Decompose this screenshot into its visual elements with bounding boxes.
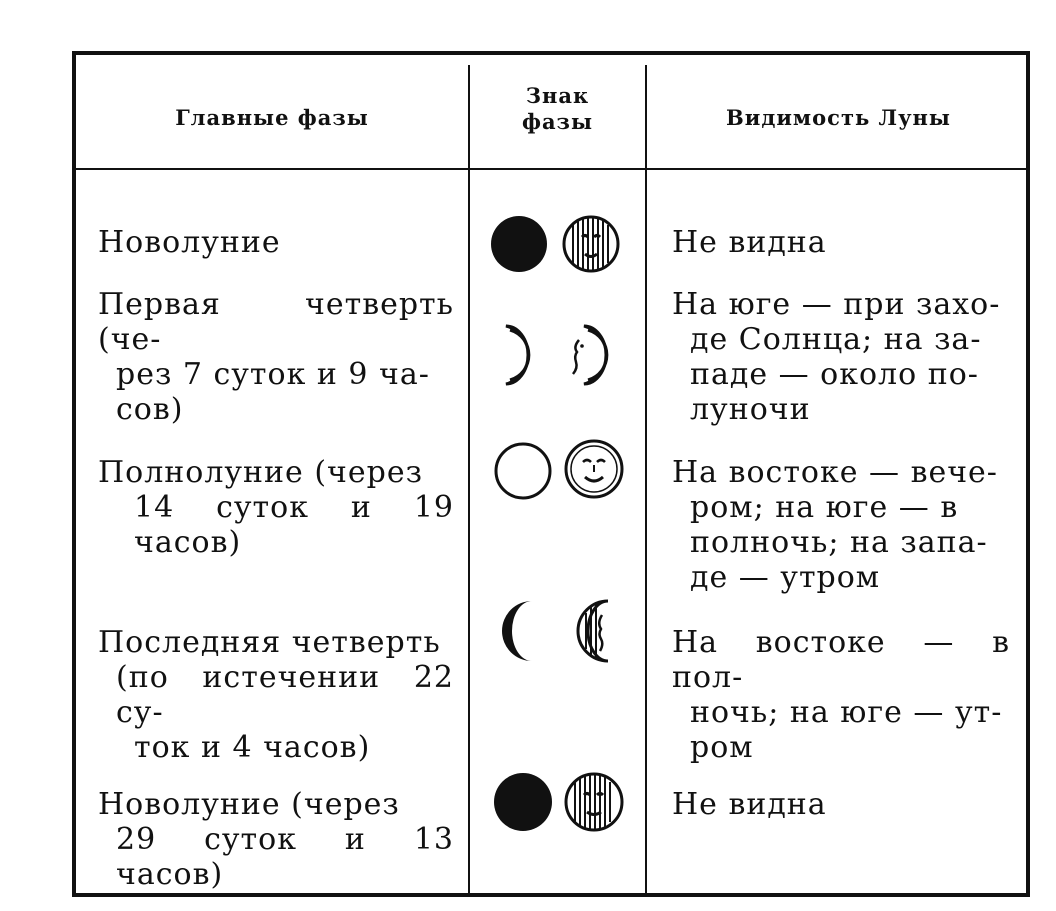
header-phases: Главные фазы [175, 105, 369, 130]
last-quarter-face-icon [578, 601, 608, 661]
new-moon-icon [491, 216, 547, 272]
phase-line: рез 7 суток и 9 ча- [116, 357, 430, 392]
visibility-cell [672, 225, 1010, 260]
new-moon-icon [494, 773, 552, 831]
first-quarter-icon [506, 326, 529, 384]
visibility-line: де — утром [690, 560, 881, 595]
visibility-line: ночь; на юге — ут- [690, 695, 1003, 730]
phase-line: сов) [116, 392, 184, 427]
moon-phases-table [72, 51, 1030, 897]
phase-sign-cell [486, 320, 631, 390]
visibility-line: Не видна [672, 787, 827, 822]
phase-line: (по истечении 22 су- [116, 660, 454, 730]
visibility-line: ром [690, 730, 754, 765]
phase-sign-cell [486, 767, 631, 837]
phase-line: 14 суток и 19 часов) [134, 490, 454, 560]
visibility-line: де Солнца; на за- [690, 322, 982, 357]
column-divider [468, 65, 470, 893]
phase-line: Первая четверть (че- [98, 287, 454, 357]
header-sign-line2: фазы [522, 109, 593, 134]
phase-line: Новолуние [98, 225, 281, 260]
phase-cell [98, 625, 454, 765]
phase-sign-cell [486, 209, 631, 279]
header-sign [470, 83, 645, 135]
phase-cell [98, 225, 454, 260]
phase-line: ток и 4 часов) [134, 730, 371, 765]
phase-cell [98, 455, 454, 560]
column-divider [645, 65, 647, 893]
phase-line: Новолуние (через [98, 787, 400, 822]
visibility-line: На востоке — вече- [672, 455, 998, 490]
visibility-line: Не видна [672, 225, 827, 260]
header-visibility: Видимость Луны [726, 105, 951, 130]
phase-sign-cell [486, 595, 631, 665]
last-quarter-icon [502, 601, 532, 661]
visibility-line: На востоке — в пол- [672, 625, 1010, 695]
phase-cell [98, 287, 454, 427]
visibility-line: луночи [690, 392, 811, 427]
visibility-line: ром; на юге — в [690, 490, 959, 525]
first-quarter-face-icon [573, 326, 607, 384]
phase-line: Полнолуние (через [98, 455, 423, 490]
visibility-line: На юге — при захо- [672, 287, 1001, 322]
phase-line: 29 суток и 13 часов) [116, 822, 454, 892]
visibility-line: паде — около по- [690, 357, 979, 392]
visibility-line: полночь; на запа- [690, 525, 988, 560]
new-moon-face-icon [566, 774, 622, 830]
phase-sign-cell [486, 433, 631, 503]
visibility-cell [672, 287, 1010, 427]
new-moon-face-icon [564, 217, 618, 271]
full-moon-face-icon [566, 441, 622, 497]
visibility-cell [672, 625, 1010, 765]
full-moon-icon [496, 444, 550, 498]
header-sign-line1: Знак [525, 83, 590, 108]
phase-line: Последняя четверть [98, 625, 441, 660]
header-divider [76, 168, 1026, 170]
visibility-cell [672, 455, 1010, 595]
phase-cell [98, 787, 454, 892]
visibility-cell [672, 787, 1010, 822]
